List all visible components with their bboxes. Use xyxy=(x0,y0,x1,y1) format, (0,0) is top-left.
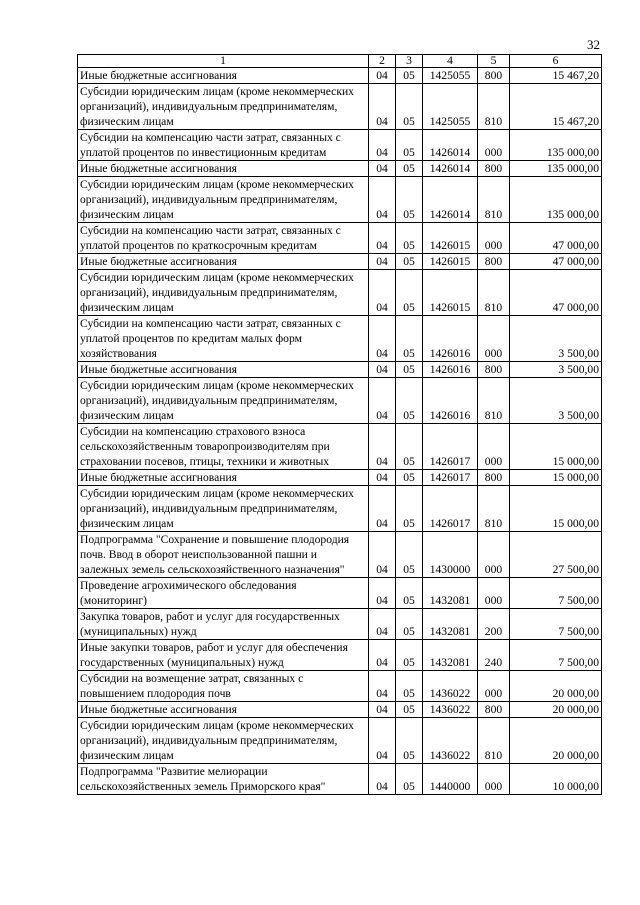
table-row xyxy=(78,532,602,578)
expense-type-code: 800 xyxy=(478,68,510,84)
subsection-code: 05 xyxy=(396,532,423,578)
section-code: 04 xyxy=(369,161,396,177)
item-name: Иные бюджетные ассигнования xyxy=(78,68,369,84)
item-name: Субсидии на компенсацию части затрат, связанных с уплатой процентов по кредитам малых форм хозяйствования xyxy=(78,316,369,362)
subsection-code: 05 xyxy=(396,223,423,254)
table-row xyxy=(78,671,602,702)
expense-type-code: 000 xyxy=(478,578,510,609)
expense-type-code: 000 xyxy=(478,764,510,795)
table-row xyxy=(78,424,602,470)
expense-type-code: 240 xyxy=(478,640,510,671)
table-row xyxy=(78,470,602,486)
subsection-code: 05 xyxy=(396,68,423,84)
expense-type-code: 810 xyxy=(478,718,510,764)
subsection-code: 05 xyxy=(396,486,423,532)
subsection-code: 05 xyxy=(396,378,423,424)
amount: 15 467,20 xyxy=(510,84,602,130)
section-code: 04 xyxy=(369,486,396,532)
target-article-code: 1426015 xyxy=(423,223,478,254)
amount: 3 500,00 xyxy=(510,378,602,424)
item-name: Иные бюджетные ассигнования xyxy=(78,470,369,486)
item-name: Субсидии юридическим лицам (кроме некоммерческих организаций), индивидуальным предпринимателям, физическим лицам xyxy=(78,270,369,316)
section-code: 04 xyxy=(369,609,396,640)
amount: 20 000,00 xyxy=(510,702,602,718)
target-article-code: 1436022 xyxy=(423,671,478,702)
target-article-code: 1426015 xyxy=(423,254,478,270)
amount: 10 000,00 xyxy=(510,764,602,795)
item-name: Субсидии на компенсацию страхового взноса сельскохозяйственным товаропроизводителям при страховании посевов, птицы, техники и животных xyxy=(78,424,369,470)
target-article-code: 1425055 xyxy=(423,84,478,130)
section-code: 04 xyxy=(369,718,396,764)
item-name: Иные бюджетные ассигнования xyxy=(78,254,369,270)
item-name: Подпрограмма "Сохранение и повышение плодородия почв. Ввод в оборот неиспользованной пашни и залежных земель сельскохозяйственного назначения" xyxy=(78,532,369,578)
expense-type-code: 000 xyxy=(478,424,510,470)
subsection-code: 05 xyxy=(396,254,423,270)
table-row xyxy=(78,702,602,718)
expense-type-code: 810 xyxy=(478,84,510,130)
amount: 7 500,00 xyxy=(510,609,602,640)
expense-type-code: 000 xyxy=(478,671,510,702)
subsection-code: 05 xyxy=(396,578,423,609)
target-article-code: 1426014 xyxy=(423,161,478,177)
subsection-code: 05 xyxy=(396,609,423,640)
header-cell-5: 5 xyxy=(478,55,510,68)
section-code: 04 xyxy=(369,177,396,223)
target-article-code: 1426016 xyxy=(423,316,478,362)
table-row xyxy=(78,578,602,609)
header-cell-4: 4 xyxy=(423,55,478,68)
target-article-code: 1425055 xyxy=(423,68,478,84)
target-article-code: 1426017 xyxy=(423,470,478,486)
subsection-code: 05 xyxy=(396,702,423,718)
subsection-code: 05 xyxy=(396,130,423,161)
expense-type-code: 800 xyxy=(478,702,510,718)
item-name: Субсидии на возмещение затрат, связанных с повышением плодородия почв xyxy=(78,671,369,702)
subsection-code: 05 xyxy=(396,718,423,764)
table-row xyxy=(78,254,602,270)
table-row xyxy=(78,177,602,223)
header-row xyxy=(78,55,602,68)
table-row xyxy=(78,486,602,532)
item-name: Субсидии на компенсацию части затрат, связанных с уплатой процентов по инвестиционным кредитам xyxy=(78,130,369,161)
section-code: 04 xyxy=(369,362,396,378)
amount: 20 000,00 xyxy=(510,671,602,702)
amount: 3 500,00 xyxy=(510,362,602,378)
expense-type-code: 800 xyxy=(478,470,510,486)
table-row xyxy=(78,640,602,671)
budget-table xyxy=(77,54,602,795)
subsection-code: 05 xyxy=(396,470,423,486)
target-article-code: 1426017 xyxy=(423,424,478,470)
amount: 15 000,00 xyxy=(510,486,602,532)
subsection-code: 05 xyxy=(396,424,423,470)
expense-type-code: 800 xyxy=(478,362,510,378)
amount: 15 000,00 xyxy=(510,470,602,486)
table-row xyxy=(78,130,602,161)
amount: 47 000,00 xyxy=(510,270,602,316)
amount: 135 000,00 xyxy=(510,130,602,161)
section-code: 04 xyxy=(369,270,396,316)
subsection-code: 05 xyxy=(396,161,423,177)
expense-type-code: 800 xyxy=(478,161,510,177)
table-row xyxy=(78,718,602,764)
subsection-code: 05 xyxy=(396,671,423,702)
item-name: Субсидии юридическим лицам (кроме некоммерческих организаций), индивидуальным предпринимателям, физическим лицам xyxy=(78,177,369,223)
target-article-code: 1426016 xyxy=(423,362,478,378)
table-row xyxy=(78,223,602,254)
target-article-code: 1432081 xyxy=(423,609,478,640)
item-name: Субсидии на компенсацию части затрат, связанных с уплатой процентов по краткосрочным кредитам xyxy=(78,223,369,254)
section-code: 04 xyxy=(369,578,396,609)
item-name: Иные бюджетные ассигнования xyxy=(78,362,369,378)
expense-type-code: 200 xyxy=(478,609,510,640)
header-cell-6: 6 xyxy=(510,55,602,68)
target-article-code: 1426017 xyxy=(423,486,478,532)
section-code: 04 xyxy=(369,640,396,671)
expense-type-code: 810 xyxy=(478,270,510,316)
item-name: Субсидии юридическим лицам (кроме некоммерческих организаций), индивидуальным предпринимателям, физическим лицам xyxy=(78,718,369,764)
expense-type-code: 000 xyxy=(478,532,510,578)
section-code: 04 xyxy=(369,316,396,362)
amount: 7 500,00 xyxy=(510,578,602,609)
page-number: 32 xyxy=(587,37,600,52)
table-row xyxy=(78,316,602,362)
amount: 47 000,00 xyxy=(510,254,602,270)
item-name: Иные закупки товаров, работ и услуг для обеспечения государственных (муниципальных) нужд xyxy=(78,640,369,671)
amount: 135 000,00 xyxy=(510,177,602,223)
target-article-code: 1436022 xyxy=(423,702,478,718)
section-code: 04 xyxy=(369,470,396,486)
section-code: 04 xyxy=(369,424,396,470)
target-article-code: 1432081 xyxy=(423,640,478,671)
item-name: Субсидии юридическим лицам (кроме некоммерческих организаций), индивидуальным предпринимателям, физическим лицам xyxy=(78,84,369,130)
section-code: 04 xyxy=(369,378,396,424)
target-article-code: 1426014 xyxy=(423,177,478,223)
subsection-code: 05 xyxy=(396,764,423,795)
table-row xyxy=(78,609,602,640)
item-name: Подпрограмма "Развитие мелиорации сельскохозяйственных земель Приморского края" xyxy=(78,764,369,795)
section-code: 04 xyxy=(369,671,396,702)
header-cell-2: 2 xyxy=(369,55,396,68)
subsection-code: 05 xyxy=(396,316,423,362)
amount: 15 467,20 xyxy=(510,68,602,84)
expense-type-code: 000 xyxy=(478,223,510,254)
header-cell-1: 1 xyxy=(78,55,369,68)
expense-type-code: 810 xyxy=(478,378,510,424)
item-name: Закупка товаров, работ и услуг для государственных (муниципальных) нужд xyxy=(78,609,369,640)
item-name: Иные бюджетные ассигнования xyxy=(78,702,369,718)
target-article-code: 1426014 xyxy=(423,130,478,161)
amount: 47 000,00 xyxy=(510,223,602,254)
subsection-code: 05 xyxy=(396,177,423,223)
target-article-code: 1432081 xyxy=(423,578,478,609)
table-row xyxy=(78,378,602,424)
section-code: 04 xyxy=(369,532,396,578)
section-code: 04 xyxy=(369,223,396,254)
target-article-code: 1430000 xyxy=(423,532,478,578)
target-article-code: 1426016 xyxy=(423,378,478,424)
table-row xyxy=(78,764,602,795)
amount: 20 000,00 xyxy=(510,718,602,764)
item-name: Субсидии юридическим лицам (кроме некоммерческих организаций), индивидуальным предпринимателям, физическим лицам xyxy=(78,378,369,424)
subsection-code: 05 xyxy=(396,270,423,316)
table-row xyxy=(78,270,602,316)
expense-type-code: 800 xyxy=(478,254,510,270)
header-cell-3: 3 xyxy=(396,55,423,68)
item-name: Проведение агрохимического обследования (мониторинг) xyxy=(78,578,369,609)
target-article-code: 1436022 xyxy=(423,718,478,764)
section-code: 04 xyxy=(369,68,396,84)
subsection-code: 05 xyxy=(396,640,423,671)
section-code: 04 xyxy=(369,764,396,795)
item-name: Субсидии юридическим лицам (кроме некоммерческих организаций), индивидуальным предпринимателям, физическим лицам xyxy=(78,486,369,532)
amount: 3 500,00 xyxy=(510,316,602,362)
amount: 15 000,00 xyxy=(510,424,602,470)
amount: 135 000,00 xyxy=(510,161,602,177)
table-row xyxy=(78,84,602,130)
amount: 27 500,00 xyxy=(510,532,602,578)
expense-type-code: 000 xyxy=(478,316,510,362)
item-name: Иные бюджетные ассигнования xyxy=(78,161,369,177)
subsection-code: 05 xyxy=(396,362,423,378)
table-row xyxy=(78,68,602,84)
section-code: 04 xyxy=(369,254,396,270)
target-article-code: 1440000 xyxy=(423,764,478,795)
expense-type-code: 000 xyxy=(478,130,510,161)
table-row xyxy=(78,362,602,378)
expense-type-code: 810 xyxy=(478,486,510,532)
target-article-code: 1426015 xyxy=(423,270,478,316)
subsection-code: 05 xyxy=(396,84,423,130)
expense-type-code: 810 xyxy=(478,177,510,223)
section-code: 04 xyxy=(369,130,396,161)
section-code: 04 xyxy=(369,84,396,130)
section-code: 04 xyxy=(369,702,396,718)
table-row xyxy=(78,161,602,177)
amount: 7 500,00 xyxy=(510,640,602,671)
